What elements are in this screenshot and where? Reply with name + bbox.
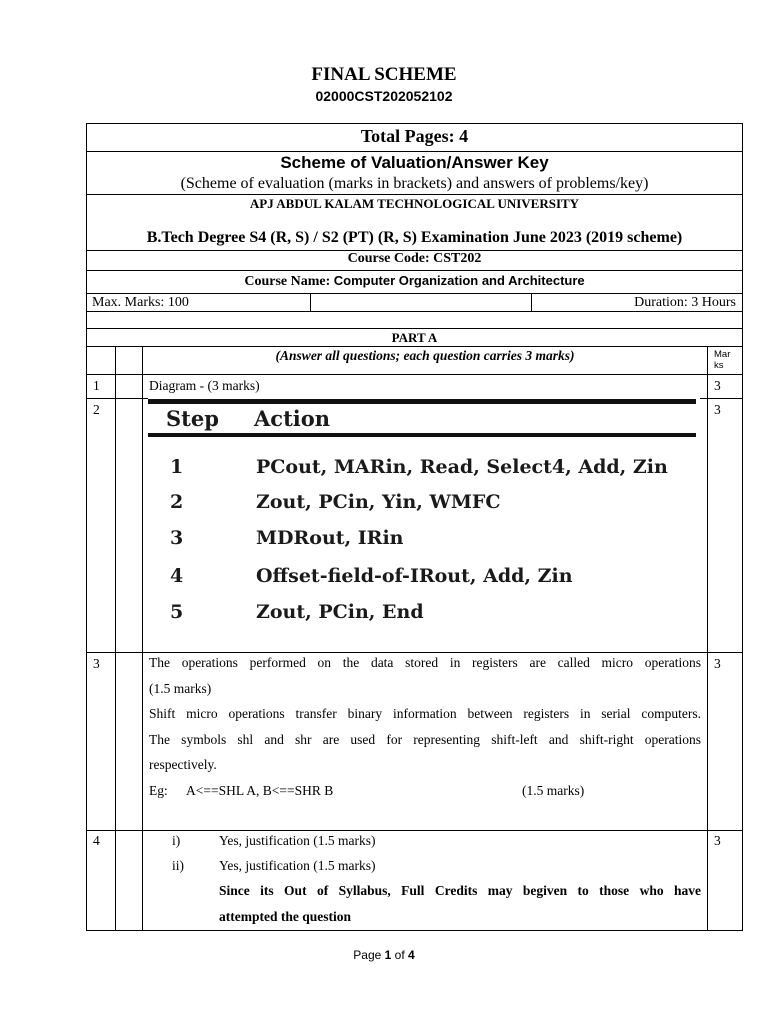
scheme-code: 02000CST202052102: [315, 88, 453, 104]
sub-question-answer: Yes, justification (1.5 marks): [219, 858, 376, 873]
question-marks: 3: [714, 833, 721, 848]
spacer-row: [86, 311, 743, 329]
sub-question-label: ii): [172, 858, 184, 873]
header-info-table: [86, 123, 743, 312]
of-word: of: [391, 948, 409, 962]
course-name: Computer Organization and Architecture: [333, 273, 585, 288]
answer-line: respectively.: [149, 757, 217, 772]
sub-question-label: i): [172, 833, 181, 848]
table-header-rule: [148, 433, 696, 437]
university-row: [87, 194, 742, 252]
question-answer: Diagram - (3 marks): [149, 378, 260, 393]
marks-duration-row: [87, 293, 742, 312]
step-action: MDRout, IRin: [256, 527, 404, 549]
step-number: 4: [170, 565, 184, 587]
note-line: Since its Out of Syllabus, Full Credits may begiven to those who have: [219, 883, 701, 898]
course-name-line: [87, 273, 742, 290]
page-word: Page: [353, 948, 385, 962]
table-top-rule: [148, 399, 696, 404]
course-code-row: [87, 250, 742, 270]
duration: Duration: 3 Hours: [634, 295, 736, 310]
scheme-title-row: [87, 151, 742, 195]
marks-header-line: Mar: [714, 349, 731, 360]
total-pages: Total Pages: 4: [360, 126, 469, 146]
step-action: Zout, PCin, End: [256, 601, 424, 623]
marks-column-header: [714, 349, 730, 371]
part-a-header-row: [87, 346, 742, 374]
question-row-4: [87, 830, 742, 932]
question-marks: 3: [714, 378, 721, 393]
question-number: 2: [93, 402, 100, 417]
course-code: Course Code: CST202: [347, 251, 482, 266]
question-row-3: [87, 652, 742, 830]
answer-line: (1.5 marks): [149, 680, 212, 696]
question-marks: 3: [714, 402, 721, 417]
course-name-row: [87, 270, 742, 292]
question-answer: [149, 650, 701, 803]
step-number: 3: [170, 527, 184, 549]
step-number: 1: [170, 456, 184, 478]
page-footer: [0, 948, 768, 962]
course-name-label: Course Name:: [244, 274, 334, 289]
max-marks: Max. Marks: 100: [92, 295, 189, 310]
question-marks: 3: [714, 656, 721, 671]
step-action: Zout, PCin, Yin, WMFC: [256, 491, 501, 513]
question-number: 3: [93, 656, 100, 671]
microoperation-steps-table: [148, 398, 700, 634]
syllabus-note: [219, 878, 701, 929]
page-total: 4: [408, 948, 415, 962]
sub-question-answer: Yes, justification (1.5 marks): [219, 833, 376, 848]
note-line: attempted the question: [219, 908, 351, 924]
exam-title: B.Tech Degree S4 (R, S) / S2 (PT) (R, S) Examination June 2023 (2019 scheme): [146, 229, 683, 246]
example-text: A<==SHL A, B<==SHR B: [186, 782, 334, 798]
divider: [310, 294, 311, 312]
scheme-subtitle: (Scheme of evaluation (marks in brackets) and answers of problems/key): [180, 175, 649, 192]
question-number: 4: [93, 833, 100, 848]
answer-line: Shift micro operations transfer binary information between registers in serial computers.: [149, 706, 701, 721]
university-name: APJ ABDUL KALAM TECHNOLOGICAL UNIVERSITY: [249, 196, 580, 211]
part-a-instruction: (Answer all questions; each question carries 3 marks): [275, 348, 575, 363]
step-action: PCout, MARin, Read, Select4, Add, Zin: [256, 456, 668, 478]
example-marks: (1.5 marks): [522, 782, 585, 798]
step-number: 2: [170, 491, 184, 513]
step-number: 5: [170, 601, 184, 623]
example-line: [149, 778, 701, 803]
marks-header-line: ks: [714, 360, 724, 371]
step-action: Offset-field-of-IRout, Add, Zin: [256, 565, 573, 587]
action-header: Action: [254, 406, 331, 431]
page-number: 1: [384, 948, 392, 962]
step-header: Step: [166, 406, 219, 431]
part-a-title: PART A: [391, 330, 438, 345]
divider: [531, 294, 532, 312]
scheme-title: Scheme of Valuation/Answer Key: [280, 153, 549, 172]
answer-line: The operations performed on the data stored in registers are called micro operations: [149, 655, 701, 670]
document-title: FINAL SCHEME: [311, 64, 457, 85]
question-row-1: [87, 374, 742, 398]
answer-line: The symbols shl and shr are used for representing shift-left and shift-right operations: [149, 731, 701, 747]
question-number: 1: [93, 378, 100, 393]
example-label: Eg:: [149, 782, 168, 798]
